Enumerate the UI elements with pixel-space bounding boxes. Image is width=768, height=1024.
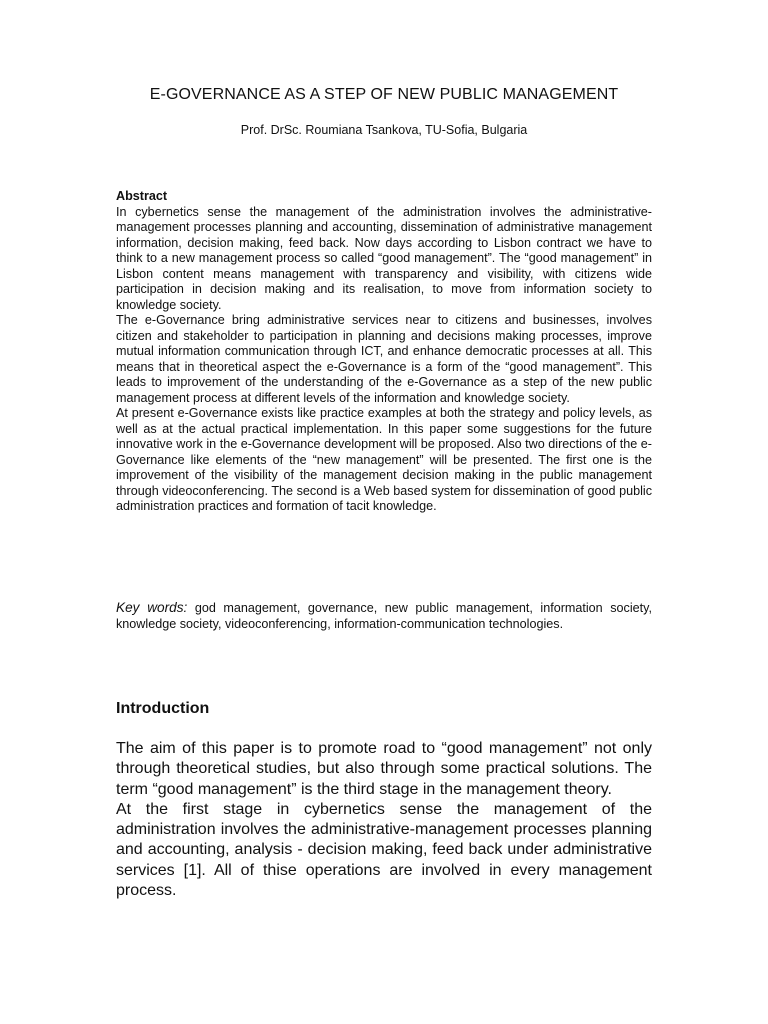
introduction-paragraph: The aim of this paper is to promote road to “good management” not only through theoretical studies, but also through some practical solutions. The term “good management” is the third stage in the management theory.	[116, 740, 652, 798]
abstract-paragraph: At present e-Governance exists like practice examples at both the strategy and policy levels, as well as at the actual practical implementation. In this paper some suggestions for the future innovative work in the e-Governance development will be proposed. Also two directions of the e-Governance like elements of the “new management” will be presented. The first one is the improvement of the visibility of the management decision making in the public management through videoconferencing. The second is a Web based system for dissemination of good public administration practices and formation of tacit knowledge.	[116, 406, 652, 513]
paper-title: E-GOVERNANCE AS A STEP OF NEW PUBLIC MANAGEMENT	[149, 86, 619, 103]
abstract-paragraph: In cybernetics sense the management of the administration involves the administrative-management processes planning and accounting, dissemination of administrative management information, decision making, feed back. Now days according to Lisbon contract we have to think to a new management process so called “good management”. The “good management” in Lisbon content means management with transparency and visibility, with citizens wide participation in decision making and its realisation, to move from information society to knowledge society.	[116, 204, 652, 312]
keywords	[116, 600, 652, 632]
author-line: Prof. DrSc. Roumiana Tsankova, TU-Sofia, Bulgaria	[240, 123, 528, 137]
keywords-label: Key words:	[116, 600, 188, 615]
abstract-section	[116, 189, 652, 515]
abstract-paragraph: The e-Governance bring administrative services near to citizens and businesses, involves citizen and stakeholder to participation in planning and decisions making processes, improve mutual information communication through ICT, and enhance democratic processes at all. This means that in theoretical aspect the e-Governance is a form of the “good management”. This leads to improvement of the understanding of the e-Governance as a step of the new public management process at different levels of the information and knowledge society.	[116, 313, 652, 405]
introduction-section	[116, 739, 652, 901]
abstract-heading: Abstract	[116, 189, 168, 203]
keywords-text: god management, governance, new public management, information society, knowledge society, videoconferencing, information-communication technologies.	[116, 601, 652, 631]
introduction-heading: Introduction	[116, 700, 210, 717]
introduction-paragraph: At the first stage in cybernetics sense the management of the administration involves the administrative-management processes planning and accounting, analysis - decision making, feed back under administrative services [1]. All of thise operations are involved in every management process.	[116, 800, 652, 900]
